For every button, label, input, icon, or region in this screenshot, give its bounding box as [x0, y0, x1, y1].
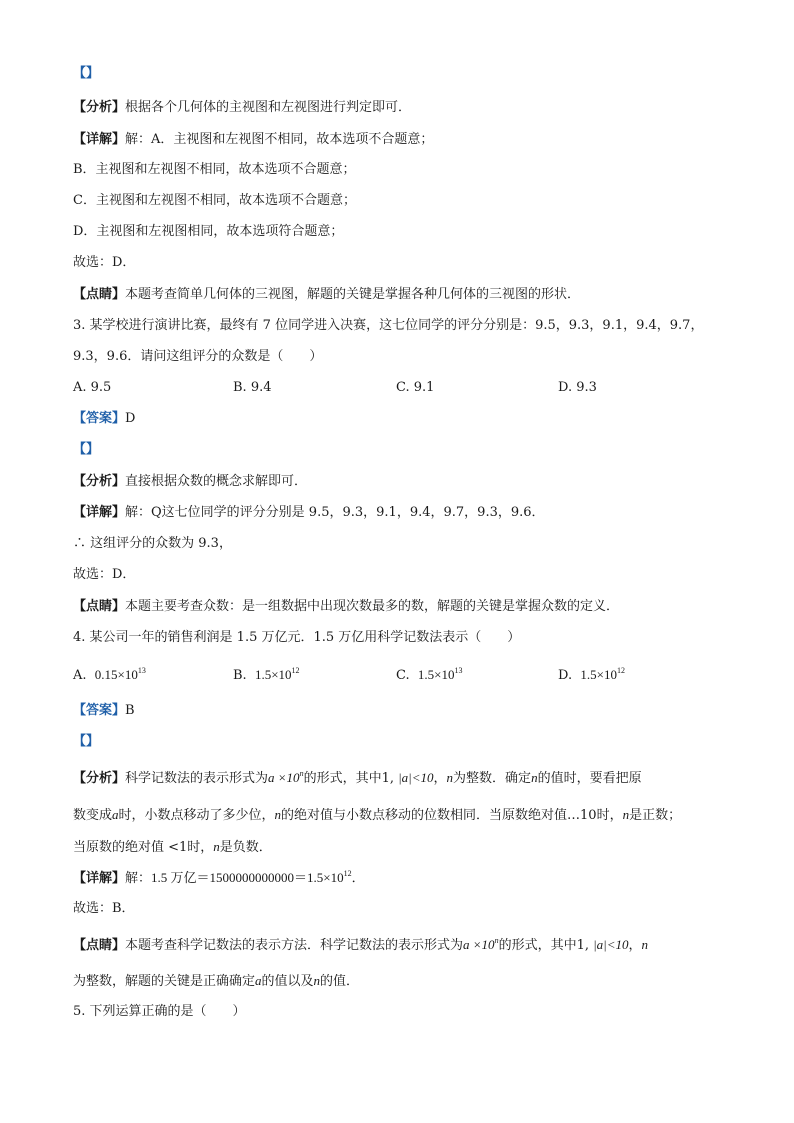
text: ， [628, 938, 642, 953]
formula: |a|<10 [593, 937, 629, 952]
q3-detail [73, 503, 545, 523]
formula: n [313, 973, 321, 988]
q2-line-b: B．主视图和左视图不相同，故本选项不合题意； [73, 162, 356, 177]
q4-analysis-line-2 [73, 805, 681, 826]
q2-line-d: D．主视图和左视图相同，故本选项符合题意； [73, 224, 344, 239]
q2-analysis [73, 98, 411, 118]
analysis-text: 根据各个几何体的主视图和左视图进行判定即可． [125, 100, 412, 115]
formula: n [213, 839, 220, 854]
detail-exponent: 12 [343, 869, 352, 878]
answer-value: D [125, 411, 136, 426]
formula: n [641, 937, 649, 952]
q2-detail [73, 130, 433, 150]
q4-detail [73, 868, 365, 889]
option-exponent: 12 [291, 666, 300, 675]
q4-option-b [233, 665, 300, 686]
text: 数变成 [73, 808, 113, 823]
comment-tag: 【点睛】 [73, 938, 126, 953]
text: 的值以及 [261, 974, 314, 989]
q4-answer [73, 701, 135, 721]
detail-text: 解：A．主视图和左视图不相同，故本选项不合题意； [125, 132, 434, 147]
q3-therefore: ∴ 这组评分的众数为 9.3， [73, 536, 232, 551]
formula: n [446, 770, 454, 785]
q4-option-d [558, 665, 625, 686]
text: 的绝对值与小数点移动的位数相同．当原数绝对值…10时， [281, 808, 623, 823]
detail-tag: 【详解】 [73, 871, 126, 886]
q3-comment [73, 597, 619, 617]
option-label: C. [396, 668, 410, 683]
answer-value: B [125, 703, 135, 718]
bracket-tag: 【】 [73, 66, 100, 81]
formula: a ×10 [463, 937, 495, 952]
formula: n [274, 807, 282, 822]
q3-choice: 故选：D． [73, 567, 136, 582]
text: ． [351, 871, 365, 886]
option-mantissa: 1.5×10 [417, 667, 455, 682]
q4-comment-line-2 [73, 971, 359, 992]
formula: |a|<10 [398, 770, 434, 785]
q2-line-c: C．主视图和左视图不相同，故本选项不合题意； [73, 193, 356, 208]
q4-option-c [396, 665, 462, 686]
q2-choice: 故选：D． [73, 255, 136, 270]
text: 是正数； [629, 808, 682, 823]
q3-bracket [73, 440, 99, 460]
q4-stem: 4. 某公司一年的销售利润是 1.5 万亿元．1.5 万亿用科学记数法表示（ ） [73, 630, 521, 645]
q4-option-a [73, 665, 146, 686]
text: 时，小数点移动了多少位， [118, 808, 275, 823]
option-exponent: 13 [454, 666, 463, 675]
q3-option-c: C. 9.1 [396, 380, 435, 395]
option-exponent: 12 [616, 666, 625, 675]
comment-tag: 【点睛】 [73, 599, 126, 614]
detail-text: 解：1.5 万亿＝1500000000000＝1.5×10 [125, 870, 344, 885]
comment-text: 本题主要考查众数：是一组数据中出现次数最多的数，解题的关键是掌握众数的定义． [125, 599, 620, 614]
text: 为整数．确定 [453, 771, 532, 786]
analysis-tag: 【分析】 [73, 474, 126, 489]
comment-text: 本题考查简单几何体的三视图，解题的关键是掌握各种几何体的三视图的形状． [125, 287, 581, 302]
q3-option-a: A. 9.5 [73, 380, 112, 395]
q3-analysis [73, 472, 307, 492]
q4-analysis-line-3 [73, 837, 272, 858]
option-mantissa: 1.5×10 [254, 667, 292, 682]
q4-comment-line-1 [73, 935, 648, 956]
answer-tag: 【答案】 [73, 411, 126, 426]
text: 为整数，解题的关键是正确确定 [73, 974, 256, 989]
analysis-tag: 【分析】 [73, 771, 126, 786]
q3-answer [73, 409, 135, 429]
q3-stem-1: 3. 某学校进行演讲比赛，最终有 7 位同学进入决赛，这七位同学的评分分别是：9.5，9.3，9.1，9.4，9.7， [73, 318, 704, 333]
detail-tag: 【详解】 [73, 505, 126, 520]
answer-tag: 【答案】 [73, 703, 126, 718]
option-mantissa: 1.5×10 [580, 667, 617, 682]
q4-analysis-line-1 [73, 768, 642, 789]
q4-bracket [73, 732, 99, 752]
option-label: B. [233, 668, 247, 683]
text: 的值时，要看把原 [537, 771, 642, 786]
q2-bracket [73, 64, 99, 84]
comment-tag: 【点睛】 [73, 287, 126, 302]
text: 的形式，其中1, [303, 771, 394, 786]
q5-stem: 5. 下列运算正确的是（ ） [73, 1004, 246, 1019]
q3-option-b: B. 9.4 [233, 380, 272, 395]
text: 的形式，其中1, [498, 938, 589, 953]
q3-option-d: D. 9.3 [558, 380, 597, 395]
q4-choice: 故选：B． [73, 901, 135, 916]
text: 本题考查科学记数法的表示方法．科学记数法的表示形式为 [125, 938, 464, 953]
bracket-tag: 【】 [73, 442, 100, 457]
formula: a ×10 [268, 770, 300, 785]
option-label: D. [558, 668, 573, 683]
option-label: A. [73, 668, 87, 683]
text: 是负数． [219, 840, 272, 855]
formula: n [531, 770, 538, 785]
text: 的值． [320, 974, 360, 989]
bracket-tag: 【】 [73, 734, 100, 749]
text: ， [433, 771, 447, 786]
text: 科学记数法的表示形式为 [125, 771, 269, 786]
detail-text: 解：Q这七位同学的评分分别是 9.5，9.3，9.1，9.4，9.7，9.3，9.6． [125, 505, 545, 520]
option-mantissa: 0.15×10 [94, 667, 138, 682]
q2-comment [73, 285, 580, 305]
formula: a [112, 807, 119, 822]
detail-tag: 【详解】 [73, 132, 126, 147]
formula-exponent: n [494, 936, 499, 945]
text: 当原数的绝对值 <1时， [73, 840, 214, 855]
formula-exponent: n [299, 769, 304, 778]
q3-stem-2: 9.3，9.6．请问这组评分的众数是（ ） [73, 349, 323, 364]
analysis-tag: 【分析】 [73, 100, 126, 115]
formula: a [255, 973, 262, 988]
formula: n [622, 807, 630, 822]
analysis-text: 直接根据众数的概念求解即可． [125, 474, 308, 489]
option-exponent: 13 [137, 666, 146, 675]
